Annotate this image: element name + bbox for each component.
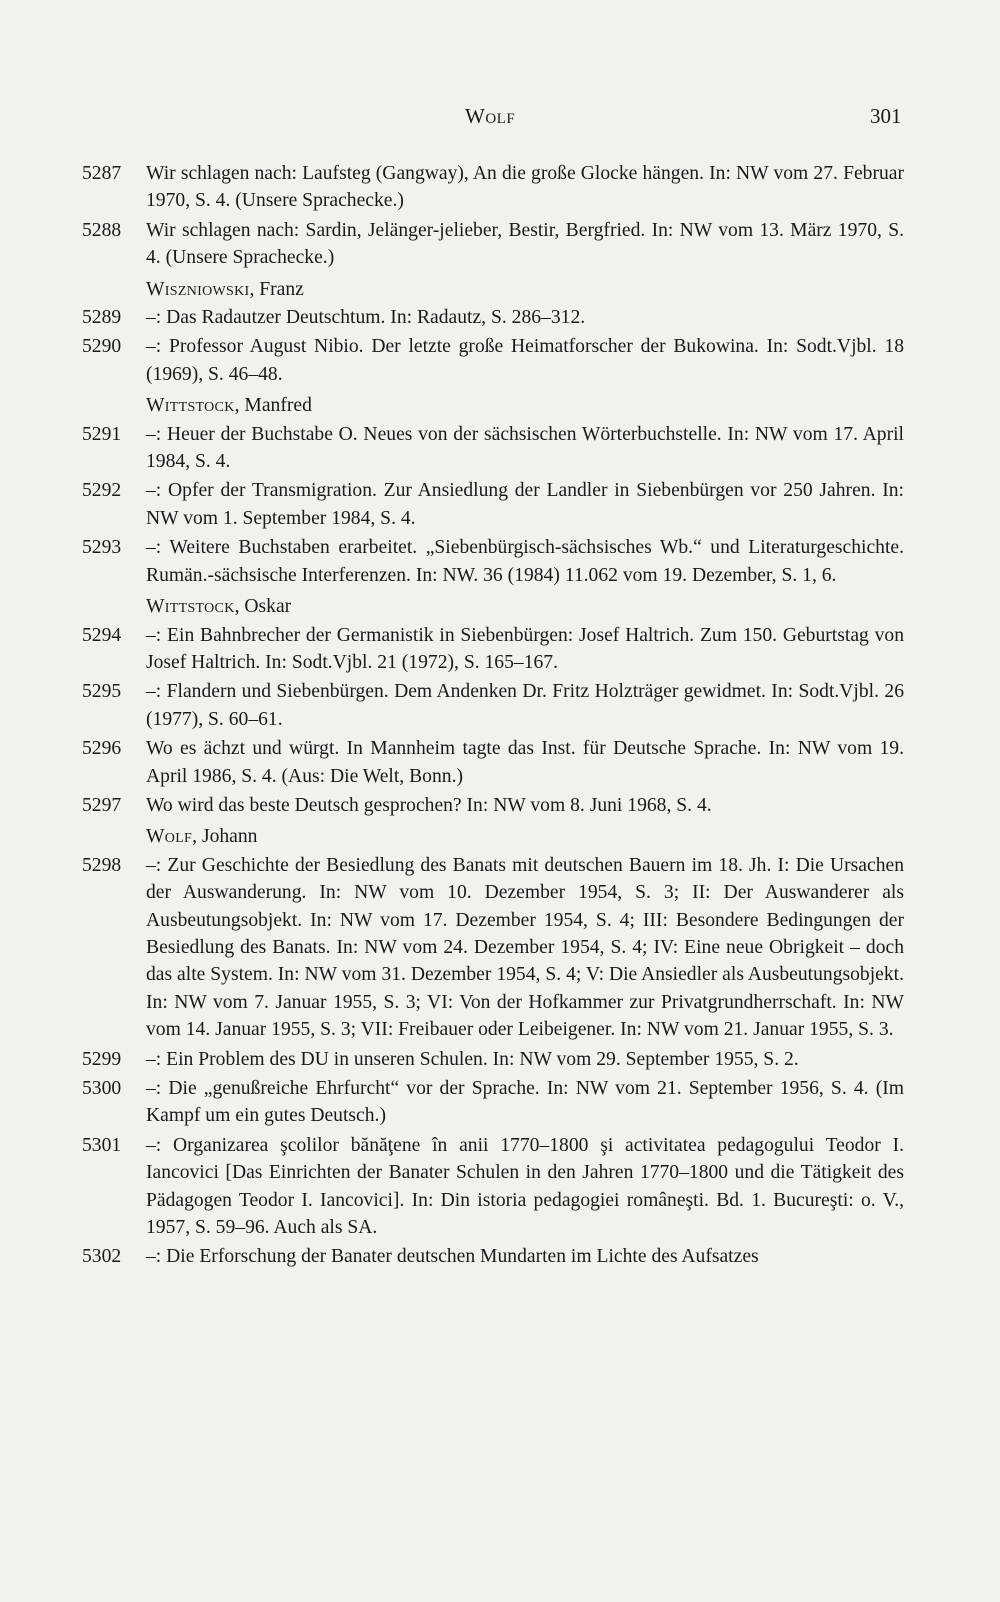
entry-text: –: Opfer der Transmigration. Zur Ansiedlung der Landler in Siebenbürgen vor 250 Jahren. In: NW vom 1. September 1984, S. 4. — [146, 480, 904, 529]
author-heading — [82, 823, 904, 850]
author-given-name: , Johann — [192, 826, 258, 848]
entry-text: –: Ein Bahnbrecher der Germanistik in Siebenbürgen: Josef Haltrich. Zum 150. Geburtstag von Josef Haltrich. In: Sodt.Vjbl. 21 (1972), S. 165–167. — [146, 624, 904, 673]
entry-number: 5292 — [82, 480, 122, 502]
bibliography-entry — [82, 534, 904, 589]
entry-text: –: Heuer der Buchstabe O. Neues von der sächsischen Wörterbuchstelle. In: NW vom 17. April 1984, S. 4. — [146, 423, 904, 473]
author-surname: Wittstock — [146, 596, 235, 618]
author-given-name: , Manfred — [234, 395, 312, 417]
entry-number: 5298 — [82, 854, 122, 876]
entry-text: –: Weitere Buchstaben erarbeitet. „Siebenbürgisch-sächsisches Wb.“ und Literaturgeschichte. Rumän.-sächsische Interferenzen. In: NW. 36 (1984) 11.062 vom 19. Dezember, S. 1, 6. — [146, 537, 904, 586]
bibliography-entry — [82, 852, 904, 1044]
page-number: 301 — [870, 104, 902, 128]
entry-text: –: Ein Problem des DU in unseren Schulen. In: NW vom 29. September 1955, S. 2. — [146, 1048, 799, 1070]
entry-text: –: Zur Geschichte der Besiedlung des Banats mit deutschen Bauern im 18. Jh. I: Die Ursachen der Auswanderung. In: NW vom 10. Dezember 1954, S. 3; II: Der Auswanderer als Ausbeutungsobjekt. In: NW vom 17. Dezember 1954, S. 4; III: Besondere Bedingungen der Besiedlung des Banats. In: NW vom 24. Dezember 1954, S. 4; IV: Eine neue Obrigkeit – doch das alte System. In: NW vom 31. Dezember 1954, S. 4; V: Die Ansiedler als Ausbeutungsobjekt. In: NW vom 7. Januar 1955, S. 3; VI: Von der Hofkammer zur Privatgrundherrschaft. In: NW vom 14. Januar 1955, S. 3; VII: Freibauer oder Leibeigener. In: NW vom 21. Januar 1955, S. 3. — [146, 854, 904, 1041]
entry-number: 5287 — [82, 163, 122, 184]
running-title: Wolf — [465, 104, 516, 128]
entry-number: 5289 — [82, 307, 122, 329]
entry-text: –: Professor August Nibio. Der letzte große Heimatforscher der Bukowina. In: Sodt.Vjbl. 18 (1969), S. 46–48. — [146, 336, 904, 385]
entry-text: –: Die Erforschung der Banater deutschen Mundarten im Lichte des Aufsatzes — [146, 1246, 759, 1268]
bibliography-list — [82, 160, 904, 1271]
bibliography-entry — [82, 735, 904, 790]
entry-text: Wo wird das beste Deutsch gesprochen? In: NW vom 8. Juni 1968, S. 4. — [146, 794, 712, 816]
author-surname: Wiszniowski — [146, 278, 250, 300]
entry-number: 5300 — [82, 1078, 122, 1099]
entry-number: 5288 — [82, 219, 122, 241]
bibliography-entry — [82, 1046, 904, 1073]
bibliography-entry — [82, 678, 904, 733]
entry-number: 5299 — [82, 1048, 122, 1070]
entry-number: 5302 — [82, 1246, 122, 1268]
entry-number: 5294 — [82, 624, 122, 646]
entry-number: 5290 — [82, 336, 122, 358]
bibliography-entry — [82, 477, 904, 532]
bibliography-entry — [82, 622, 904, 677]
author-heading — [82, 593, 904, 620]
author-given-name: , Oskar — [234, 596, 292, 618]
entry-number: 5291 — [82, 423, 122, 445]
entry-text: –: Flandern und Siebenbürgen. Dem Andenken Dr. Fritz Holzträger gewidmet. In: Sodt.Vjbl. 26 (1977), S. 60–61. — [146, 681, 904, 730]
bibliography-entry — [82, 421, 904, 476]
entry-number: 5295 — [82, 681, 122, 703]
bibliography-entry — [82, 333, 904, 388]
author-surname: Wolf — [146, 826, 193, 848]
running-head — [0, 104, 1000, 134]
author-surname: Wittstock — [146, 395, 235, 417]
entry-text: –: Organizarea şcolilor bănăţene în anii 1770–1800 şi activitatea pedagogului Teodor I. Iancovici [Das Einrichten der Banater Schulen in den Jahren 1770–1800 und die Tätigkeit des Pädagogen Teodor I. Iancovici]. In: Din istoria pedagogiei româneşti. Bd. 1. Bucureşti: o. V., 1957, S. 59–96. Auch als SA. — [146, 1134, 904, 1239]
bibliography-entry — [82, 304, 904, 331]
entry-text: –: Die „genußreiche Ehrfurcht“ vor der Sprache. In: NW vom 21. September 1956, S. 4. (Im Kampf um ein gutes Deutsch.) — [146, 1078, 904, 1127]
author-heading — [82, 276, 904, 303]
bibliography-entry — [82, 792, 904, 819]
entry-number: 5296 — [82, 738, 122, 760]
bibliography-entry — [82, 1243, 904, 1270]
entry-number: 5297 — [82, 794, 122, 816]
entry-text: Wo es ächzt und würgt. In Mannheim tagte das Inst. für Deutsche Sprache. In: NW vom 19. April 1986, S. 4. (Aus: Die Welt, Bonn.) — [146, 738, 904, 787]
entry-text: Wir schlagen nach: Laufsteg (Gangway), An die große Glocke hängen. In: NW vom 27. Februar 1970, S. 4. (Unsere Sprachecke.) — [146, 163, 904, 212]
bibliography-entry — [82, 160, 904, 215]
entry-text: –: Das Radautzer Deutschtum. In: Radautz, S. 286–312. — [146, 307, 586, 329]
author-given-name: , Franz — [249, 278, 304, 300]
entry-number: 5293 — [82, 537, 122, 559]
author-heading — [82, 392, 904, 419]
entry-number: 5301 — [82, 1134, 122, 1156]
bibliography-entry — [82, 1075, 904, 1130]
bibliography-entry — [82, 217, 904, 272]
bibliography-entry — [82, 1132, 904, 1242]
entry-text: Wir schlagen nach: Sardin, Jelänger-jelieber, Bestir, Bergfried. In: NW vom 13. März 1970, S. 4. (Unsere Sprachecke.) — [146, 219, 904, 269]
